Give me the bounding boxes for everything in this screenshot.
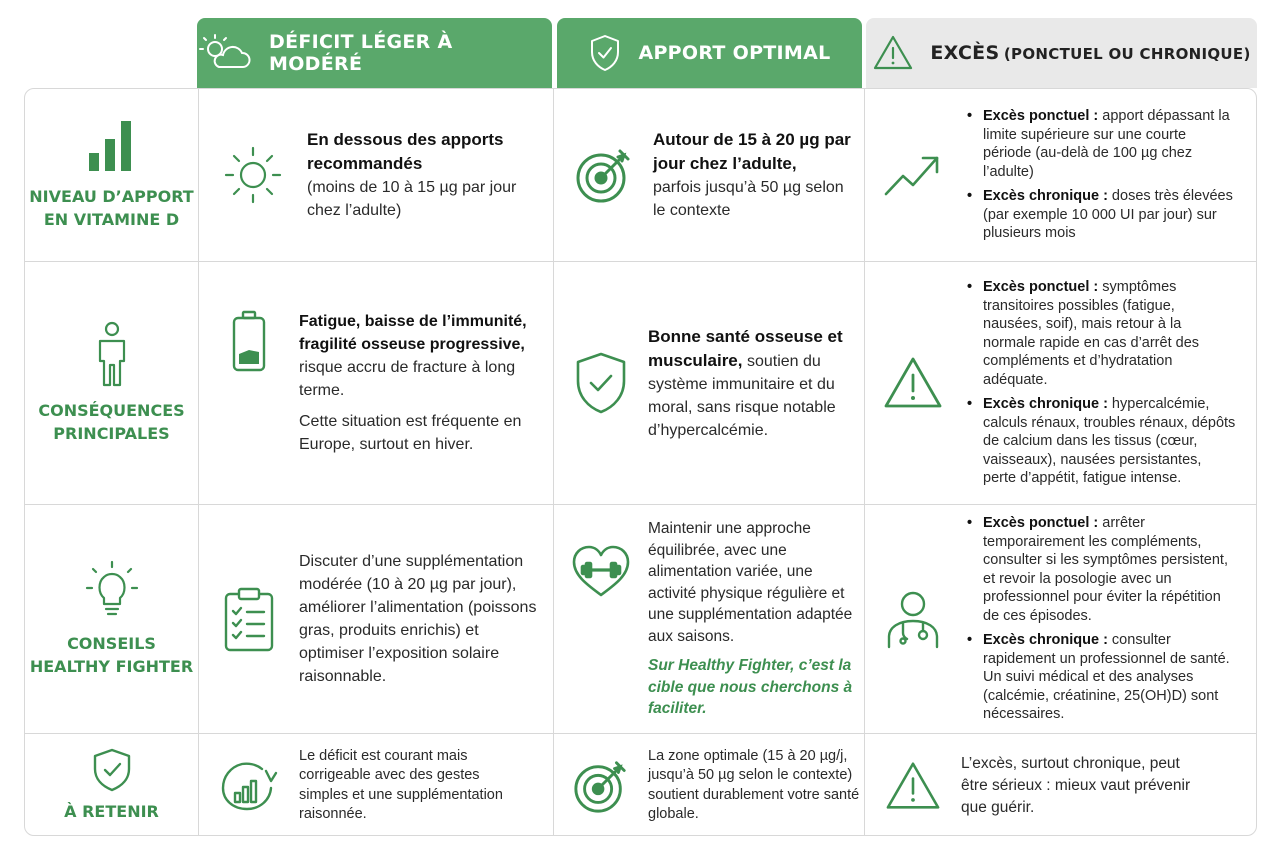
warning-icon	[882, 355, 944, 411]
header-exces-subtitle: (PONCTUEL OU CHRONIQUE)	[1003, 45, 1251, 63]
cell-conseils-deficit: Discuter d’une supplémentation modérée (10 à 20 µg par jour), améliorer l’alimentation (poissons gras, produits enrichis) et optimiser l’exposition solaire raisonnable.	[199, 505, 553, 733]
row-label-consequences: CONSÉQUENCES PRINCIPALES	[25, 262, 198, 504]
warning-icon	[884, 760, 942, 812]
cell-retenir-exces: L’excès, surtout chronique, peut être sérieux : mieux vaut prévenir que guérir.	[865, 734, 1257, 836]
warning-icon	[872, 34, 914, 72]
header-optimal-title: APPORT OPTIMAL	[638, 42, 831, 64]
trend-up-icon	[883, 152, 943, 198]
cell-niveau-deficit: En dessous des apports recommandés (moins de 10 à 15 µg par jour chez l’adulte)	[199, 89, 553, 261]
chart-circle-icon	[220, 761, 278, 811]
target-icon	[572, 757, 630, 815]
shield-check-icon	[92, 748, 132, 792]
person-icon	[95, 321, 129, 387]
cell-consequences-exces: • Excès ponctuel : symptômes transitoires possibles (fatigue, nausées, soif), mais retour à la normale rapide en cas d’arrêt des compléments et d’hydratation adéquate. • Excès chronique : hypercalcémie, calculs rénaux, troubles rénaux, dépôts de calcium dans les tissus (cœur, vaisseaux), nausées persistantes, perte d’appétit, fatigue intense.	[865, 262, 1257, 504]
heart-dumbbell-icon	[569, 543, 633, 599]
battery-low-icon	[231, 310, 267, 372]
row-label-retenir: À RETENIR	[25, 734, 198, 836]
comparison-table	[24, 88, 1257, 836]
doctor-icon	[885, 589, 941, 649]
cell-consequences-deficit: Fatigue, baisse de l’immunité, fragilité osseuse progressive, risque accru de fracture à long terme. Cette situation est fréquente en Europe, surtout en hiver.	[199, 262, 553, 504]
header-deficit-title: DÉFICIT LÉGER À MODÉRÉ	[269, 31, 453, 75]
cell-niveau-optimal: Autour de 15 à 20 µg par jour chez l’adulte, parfois jusqu’à 50 µg selon le contexte	[554, 89, 864, 261]
sun-icon	[222, 144, 284, 206]
header-optimal	[557, 18, 862, 88]
cell-niveau-exces: • Excès ponctuel : apport dépassant la limite supérieure sur une courte période (au-delà de 100 µg chez l’adulte) • Excès chronique : doses très élevées (par exemple 10 000 UI par jour) sur plusieurs mois	[865, 89, 1257, 261]
target-icon	[574, 145, 634, 205]
cell-retenir-deficit: Le déficit est courant mais corrigeable avec des gestes simples et une supplémentation raisonnée.	[199, 734, 553, 836]
cell-retenir-optimal: La zone optimale (15 à 20 µg/j, jusqu’à 50 µg selon le contexte) soutient durablement votre santé globale.	[554, 734, 864, 836]
cell-conseils-optimal: Maintenir une approche équilibrée, avec une alimentation variée, une activité physique régulière et une supplémentation adaptée aux saisons. Sur Healthy Fighter, c’est la cible que nous cherchons à faciliter.	[554, 505, 864, 733]
lightbulb-icon	[84, 560, 140, 620]
clipboard-checklist-icon	[222, 586, 276, 652]
header-deficit	[197, 18, 552, 88]
header-exces-title: EXCÈS	[930, 42, 1000, 64]
shield-check-icon	[588, 33, 622, 73]
cell-conseils-exces: • Excès ponctuel : arrêter temporairement les compléments, consulter si les symptômes persistent, et revoir la posologie avec un professionnel pour éviter la répétition de ces épisodes. • Excès chronique : consulter rapidement un professionnel de santé. Un suivi médical et des analyses (calcémie, créatinine, 25(OH)D) sont nécessaires.	[865, 505, 1257, 733]
header-exces	[866, 18, 1257, 88]
shield-check-icon	[573, 351, 629, 415]
row-label-conseils: CONSEILS HEALTHY FIGHTER	[25, 505, 198, 733]
bar-chart-icon	[87, 119, 137, 173]
cell-consequences-optimal: Bonne santé osseuse et musculaire, soutien du système immunitaire et du moral, sans risque notable d’hypercalcémie.	[554, 262, 864, 504]
row-label-niveau: NIVEAU D’APPORT EN VITAMINE D	[25, 89, 198, 261]
sun-cloud-icon	[197, 33, 253, 73]
